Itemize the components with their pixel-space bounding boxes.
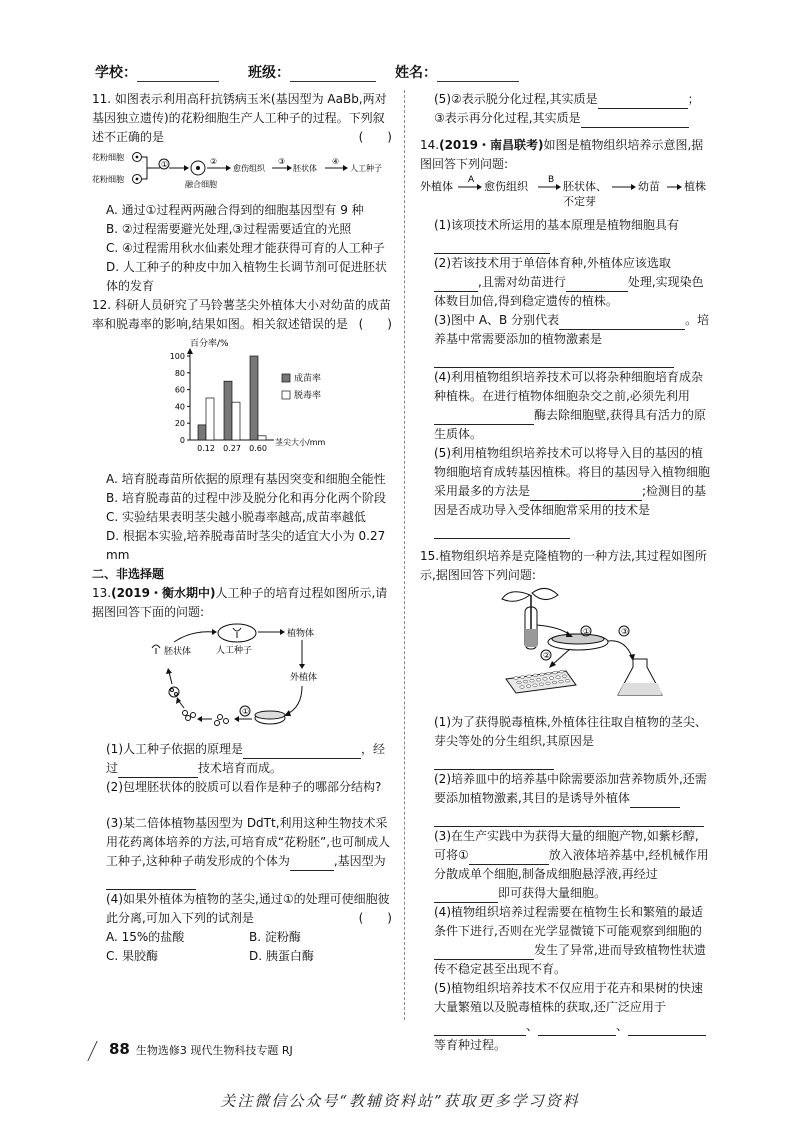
q14-stem: 如图是植物组织培养示意图,据图回答下列问题: xyxy=(420,138,704,171)
q14-sub3-blank-1[interactable] xyxy=(559,315,685,330)
question-13-continued xyxy=(420,90,710,128)
q15-step1: ① xyxy=(583,627,591,636)
q14-embryo-label: 胚状体、 xyxy=(563,180,607,193)
q11-option-c[interactable]: C. ④过程需用秋水仙素处理才能获得可育的人工种子 xyxy=(106,241,385,255)
question-13 xyxy=(92,584,392,966)
q13-number: 13. xyxy=(92,586,112,600)
q15-arrow-to-flask xyxy=(608,641,632,657)
question-11 xyxy=(92,90,392,296)
q13-sub3-mid: ,基因型为 xyxy=(333,854,386,868)
chart-y-axis-label: 百分率/% xyxy=(190,339,229,349)
q15-sub5-blank-2[interactable] xyxy=(538,1021,616,1036)
q12-bar-chart xyxy=(92,334,392,464)
q14-sub2-mid: ,且需对幼苗进行 xyxy=(478,275,566,289)
q15-sub4-blank[interactable] xyxy=(434,945,534,960)
legend-swatch-virusfree xyxy=(282,391,290,399)
q13-cell-icon-a xyxy=(218,715,223,720)
q11-step2: ② xyxy=(210,157,218,166)
q15-sub5-sep-1: 、 xyxy=(526,1019,539,1033)
bar-virusfree-2 xyxy=(258,436,266,440)
q13-arrow-up-2 xyxy=(169,672,172,684)
q15-arrow-to-plate xyxy=(552,649,570,665)
left-column xyxy=(92,90,392,966)
q13-explant-label: 外植体 xyxy=(290,673,318,683)
q11-callus-label: 愈伤组织 xyxy=(233,164,265,173)
x-tick-label: 0.27 xyxy=(223,444,241,453)
name-label: 姓名： xyxy=(395,65,437,81)
q14-plant-label: 植株 xyxy=(684,180,706,193)
student-info-header xyxy=(95,62,715,82)
footer-slash-decoration xyxy=(87,1041,107,1061)
q13-sub5-blank-2[interactable] xyxy=(581,113,689,128)
q13-embryo-in-seed-icon xyxy=(233,628,241,638)
y-tick-label: 20 xyxy=(174,419,185,429)
bar-survival-0 xyxy=(198,425,206,440)
q13-cell-cluster-a xyxy=(186,716,191,721)
q14-arrowhead-a xyxy=(477,184,482,190)
q13-cell-cluster-b xyxy=(191,713,196,718)
class-label: 班级： xyxy=(248,65,290,81)
q14-sub2-text: (2)若该技术用于单倍体育种,外植体应该选取 xyxy=(434,256,671,270)
q13-arrow-to-seed xyxy=(174,632,214,642)
q14-flow-diagram xyxy=(420,174,710,210)
class-field[interactable] xyxy=(248,62,376,82)
question-14 xyxy=(420,136,710,539)
q11-arrowhead-4 xyxy=(343,165,348,171)
q13-embryo-icon xyxy=(152,645,160,654)
q14-number: 14. xyxy=(420,138,440,152)
name-blank[interactable] xyxy=(437,65,519,82)
q14-sub2-end: 处理,实现染色体数目加倍,得到稳定遗传的植株。 xyxy=(434,275,704,308)
x-tick-label: 0.12 xyxy=(197,444,215,453)
y-tick-label: 40 xyxy=(174,402,185,412)
school-blank[interactable] xyxy=(137,65,219,82)
well-icon xyxy=(526,685,530,688)
q15-sub3-text: (3)在生产实践中为获得大量的细胞产物,如紫杉醇,可将① xyxy=(434,829,699,862)
q15-sub5-blank-1[interactable] xyxy=(434,1021,526,1036)
q13-sub1-end: 技术培育而成。 xyxy=(198,761,283,775)
well-icon xyxy=(552,681,556,684)
q11-option-d[interactable]: D. 人工种子的种皮中加入植物生长调节剂可促进胚状体的发育 xyxy=(106,260,387,293)
q14-step-b: B xyxy=(548,175,555,185)
q15-sub1-blank[interactable] xyxy=(434,755,554,770)
q12-option-b[interactable]: B. 培育脱毒苗的过程中涉及脱分化和再分化两个阶段 xyxy=(106,491,386,505)
bar-virusfree-0 xyxy=(206,398,214,440)
q12-stem: 12. 科研人员研究了马铃薯茎尖外植体大小对幼苗的成苗率和脱毒率的影响,结果如图。相关叙述错误的是 xyxy=(92,298,391,331)
q14-sub5-mid: ;检测目的基因是否成功导入受体细胞常采用的技术是 xyxy=(434,484,707,517)
well-icon xyxy=(527,675,531,678)
q13-arrowhead-cells xyxy=(197,716,202,722)
page-footer xyxy=(92,1040,293,1061)
q14-sub3-mid: 。培养基中常需要添加的植物激素是 xyxy=(434,313,710,346)
q13-arrowhead-explant xyxy=(299,664,305,669)
q13-options-row-2 xyxy=(92,947,392,966)
q11-pollen-label-1: 花粉细胞 xyxy=(92,153,124,162)
q15-sub5-text: (5)植物组织培养技术不仅应用于花卉和果树的快速大量繁殖以及脱毒植株的获取,还广泛应用于 xyxy=(434,981,703,1014)
q11-option-b[interactable]: B. ②过程需要避光处理,③过程需要适宜的光照 xyxy=(106,222,352,236)
well-icon xyxy=(559,680,563,683)
q14-sub3-blank-2[interactable] xyxy=(434,353,674,368)
well-icon xyxy=(536,679,540,682)
bar-survival-1 xyxy=(224,381,232,440)
q15-sub5-end: 等育种过程。 xyxy=(434,1038,507,1052)
q15-sub4-end: 发生了异常,进而导致植物性状遗传不稳定甚至出现不育。 xyxy=(434,943,706,976)
q13-arrowhead-up-2 xyxy=(166,668,172,674)
q15-sub5-blank-3[interactable] xyxy=(628,1021,706,1036)
bar-virusfree-1 xyxy=(232,402,240,440)
q13-sub3-blank-1[interactable] xyxy=(290,856,334,871)
q13-cell-mass-icon xyxy=(169,687,179,697)
q11-option-a[interactable]: A. 通过①过程两两融合得到的细胞基因型有 9 种 xyxy=(106,203,364,217)
q13-sub5-text: (5)②表示脱分化过程,其实质是 xyxy=(434,92,598,106)
q11-process-diagram xyxy=(92,147,392,195)
well-icon xyxy=(533,674,537,677)
well-icon xyxy=(565,679,569,682)
q14-step-a: A xyxy=(468,175,475,185)
well-icon xyxy=(514,677,518,680)
legend-label-virusfree: 脱毒率 xyxy=(294,391,322,401)
q14-bud-label: 不定芽 xyxy=(563,195,596,208)
q14-arrowhead-c xyxy=(631,184,636,190)
q13-embryo-label: 胚状体 xyxy=(164,647,192,657)
q13-source: (2019・衡水期中) xyxy=(111,586,216,600)
q14-sub2-blank-2[interactable] xyxy=(566,277,628,292)
q15-sub2-blank-1[interactable] xyxy=(630,793,680,808)
q13-option-c[interactable]: C. 果胶酶 xyxy=(106,949,159,963)
q11-nucleus-icon-2 xyxy=(136,178,139,181)
school-label: 学校： xyxy=(95,65,137,81)
q11-arrowhead-1 xyxy=(184,165,189,171)
x-tick-label: 0.60 xyxy=(249,444,267,453)
q13-arrowhead-seed xyxy=(212,629,217,635)
q15-step3: ③ xyxy=(621,627,629,636)
q11-step1: ① xyxy=(161,160,169,169)
well-icon xyxy=(517,681,521,684)
q15-sub3-blank-2[interactable] xyxy=(434,888,498,903)
q14-seedling-label: 幼苗 xyxy=(638,180,660,193)
well-icon xyxy=(539,683,543,686)
q13-sub5-sep: ； xyxy=(687,92,700,106)
q14-source: (2019・南昌联考) xyxy=(439,138,544,152)
well-icon xyxy=(540,673,544,676)
well-icon xyxy=(520,676,524,679)
well-icon xyxy=(533,684,537,687)
well-icon xyxy=(553,671,557,674)
q11-bracket-line xyxy=(142,157,160,179)
well-icon xyxy=(562,675,566,678)
well-icon xyxy=(546,682,550,685)
q11-pollen-label-2: 花粉细胞 xyxy=(92,175,124,184)
q11-step4: ④ xyxy=(332,157,340,166)
q14-sub4-end: 酶去除细胞壁,获得具有活力的原生质体。 xyxy=(434,408,706,441)
q13-sub1-mid: ，经过 xyxy=(106,742,386,775)
q15-sub4-text: (4)植物组织培养过程需要在植物生长和繁殖的最适条件下进行,否则在光学显微镜下可能观察到细胞的 xyxy=(434,905,703,938)
q14-arrowhead-d xyxy=(677,184,682,190)
q15-number: 15. xyxy=(420,549,440,563)
q15-process-diagram xyxy=(420,585,710,707)
q14-callus-label: 愈伤组织 xyxy=(484,180,528,193)
q11-nucleus-icon-1 xyxy=(136,156,139,159)
q13-petri-lid-icon xyxy=(255,711,285,719)
q15-dish-medium-icon xyxy=(552,634,604,644)
q15-sub3-end: 即可获得大量细胞。 xyxy=(498,886,607,900)
q13-sub2-answer-space[interactable] xyxy=(92,797,392,814)
name-field[interactable] xyxy=(395,62,519,82)
well-icon xyxy=(549,677,553,680)
q15-tube-medium-icon xyxy=(525,629,537,647)
q13-arrow-to-dish xyxy=(287,686,302,714)
school-field[interactable] xyxy=(95,62,219,82)
well-icon xyxy=(556,676,560,679)
legend-label-survival: 成苗率 xyxy=(294,374,322,384)
q13-stem: 人工种子的培育过程如图所示,请据图回答下面的问题: xyxy=(92,586,388,619)
q15-sub5-sep-2: 、 xyxy=(616,1019,629,1033)
q11-seed-label: 人工种子 xyxy=(350,164,382,173)
q13-sub1-blank-1[interactable] xyxy=(243,744,361,759)
y-tick-label: 80 xyxy=(174,368,185,378)
question-12 xyxy=(92,296,392,565)
q11-arrowhead-3 xyxy=(287,165,292,171)
q15-step2: ② xyxy=(543,651,551,660)
q11-fused-cell-label: 融合细胞 xyxy=(185,180,217,189)
section-heading-nonchoice: 二、非选择题 xyxy=(92,567,165,581)
q11-arrowhead-2 xyxy=(226,165,231,171)
q13-step1: ① xyxy=(242,707,250,716)
well-icon xyxy=(546,672,550,675)
q14-sub3-text: (3)图中 A、B 分别代表 xyxy=(434,313,560,327)
q12-option-a[interactable]: A. 培育脱毒苗所依据的原理有基因突变和细胞全能性 xyxy=(106,472,386,486)
question-15 xyxy=(420,547,710,1055)
q13-sub1-text: (1)人工种子依据的原理是 xyxy=(106,742,243,756)
q12-answer-paren[interactable]: ( ) xyxy=(358,317,392,331)
q13-arrowhead-plant xyxy=(280,629,285,635)
q14-explant-label: 外植体 xyxy=(420,180,453,193)
q15-stem: 植物组织培养是克隆植物的一种方法,其过程如图所示,据图回答下列问题: xyxy=(420,549,707,582)
q13-option-d[interactable]: D. 胰蛋白酶 xyxy=(249,949,314,963)
q15-leaf-icon-left xyxy=(502,592,530,601)
q13-cycle-diagram xyxy=(92,622,392,734)
q13-cell-icon-c xyxy=(215,721,220,726)
q15-sub2-text: (2)培养皿中的培养基中除需要添加营养物质外,还需要添加植物激素,其目的是诱导外植体 xyxy=(434,772,707,805)
q11-embryo-label: 胚状体 xyxy=(293,164,317,173)
q14-sub1-blank[interactable] xyxy=(434,239,550,254)
q15-arrow-to-dish xyxy=(537,625,570,635)
q11-step3: ③ xyxy=(278,157,286,166)
q13-sub4-answer-paren[interactable]: ( ) xyxy=(358,911,392,925)
q15-sub2-blank-2[interactable] xyxy=(434,812,704,827)
q15-leaf-icon-right xyxy=(532,588,558,599)
q13-sub4-text: (4)如果外植体为植物的茎尖,通过①的处理可使细胞彼此分离,可加入下列的试剂是 xyxy=(106,892,390,925)
well-icon xyxy=(523,680,527,683)
q14-arrowhead-b xyxy=(556,184,561,190)
well-icon xyxy=(520,686,524,689)
q13-sub5-text-2: ③表示再分化过程,其实质是 xyxy=(434,111,581,125)
q14-sub1-text: (1)该项技术所运用的基本原理是植物细胞具有 xyxy=(434,218,679,232)
q15-sub3-mid: 放入液体培养基中,经机械作用分散成单个细胞,制备成细胞悬浮液,再经过 xyxy=(434,848,709,881)
q15-sub3-blank-1[interactable] xyxy=(469,850,549,865)
q14-sub4-text: (4)利用植物组织培养技术可以将杂种细胞培育成杂种植株。在进行植物体细胞杂交之前,必须先利用 xyxy=(434,370,703,403)
q13-cell-icon-b xyxy=(224,719,229,724)
q13-cell-mass-dot-b xyxy=(175,693,178,696)
well-icon xyxy=(559,670,563,673)
well-icon xyxy=(543,678,547,681)
y-tick-label: 0 xyxy=(179,436,185,445)
chart-x-axis-label: 茎尖大小/mm xyxy=(275,438,326,447)
y-tick-label: 100 xyxy=(169,352,185,361)
q13-sub5-blank-1[interactable] xyxy=(598,94,688,109)
q13-sub2-text: (2)包埋胚状体的胶质可以看作是种子的哪部分结构? xyxy=(106,780,382,794)
promo-watermark: 关注微信公众号“教辅资料站”获取更多学习资料 xyxy=(220,1092,580,1110)
q14-sub4-blank[interactable] xyxy=(434,410,534,425)
book-title: 生物选修3 现代生物科技专题 RJ xyxy=(135,1044,293,1057)
q13-option-a[interactable]: A. 15%的盐酸 xyxy=(106,930,185,944)
q13-plant-label: 植物体 xyxy=(287,629,315,639)
y-tick-label: 60 xyxy=(174,385,185,395)
q13-sub3-blank-2[interactable] xyxy=(106,875,196,890)
q13-cell-mass-dot-a xyxy=(171,689,174,692)
q13-seed-label: 人工种子 xyxy=(216,646,253,656)
class-blank[interactable] xyxy=(290,65,376,82)
q14-sub2-blank-1[interactable] xyxy=(434,277,478,292)
q12-option-c[interactable]: C. 实验结果表明茎尖越小脱毒率越高,成苗率越低 xyxy=(106,510,366,524)
q12-option-d[interactable]: D. 根据本实验,培养脱毒苗时茎尖的适宜大小为 0.27 mm xyxy=(106,529,386,562)
q13-options-row-1 xyxy=(92,928,392,947)
right-column xyxy=(420,90,710,1055)
q11-answer-paren[interactable]: ( ) xyxy=(358,130,392,144)
q13-cell-cluster-c xyxy=(183,711,188,716)
legend-swatch-survival xyxy=(282,374,290,382)
chart-marks xyxy=(170,352,267,453)
q14-sub5-blank-1[interactable] xyxy=(530,486,642,501)
bar-survival-2 xyxy=(250,356,258,440)
q13-sub1-blank-2[interactable] xyxy=(118,763,198,778)
q13-sub3-text: (3)某二倍体植物基因型为 DdTt,利用这种生物技术采用花药离体培养的方法,可培育成“花粉胚”,也可制成人工种子,这种种子萌发形成的个体为 xyxy=(106,816,391,868)
q13-option-b[interactable]: B. 淀粉酶 xyxy=(249,930,301,944)
column-divider xyxy=(404,90,405,1020)
q15-flask-liquid-icon xyxy=(618,683,662,695)
q11-stem: 11. 如图表示利用高秆抗锈病玉米(基因型为 AaBb,两对基因独立遗传)的花粉细胞生产人工种子的过程。下列叙述不正确的是 xyxy=(92,92,387,144)
q11-fused-nucleus-icon xyxy=(196,166,200,170)
page-number: 88 xyxy=(109,1040,130,1058)
q15-sub1-text: (1)为了获得脱毒植株,外植体往往取自植物的茎尖、芽尖等处的分生组织,其原因是 xyxy=(434,715,707,748)
well-icon xyxy=(530,679,534,682)
q14-sub5-text: (5)利用植物组织培养技术可以将导入目的基因的植物细胞培育成转基因植株。将目的基因导入植物细胞采用最多的方法是 xyxy=(434,446,711,498)
q13-arrowhead-step1 xyxy=(234,716,239,722)
q14-sub5-blank-2[interactable] xyxy=(434,524,570,539)
